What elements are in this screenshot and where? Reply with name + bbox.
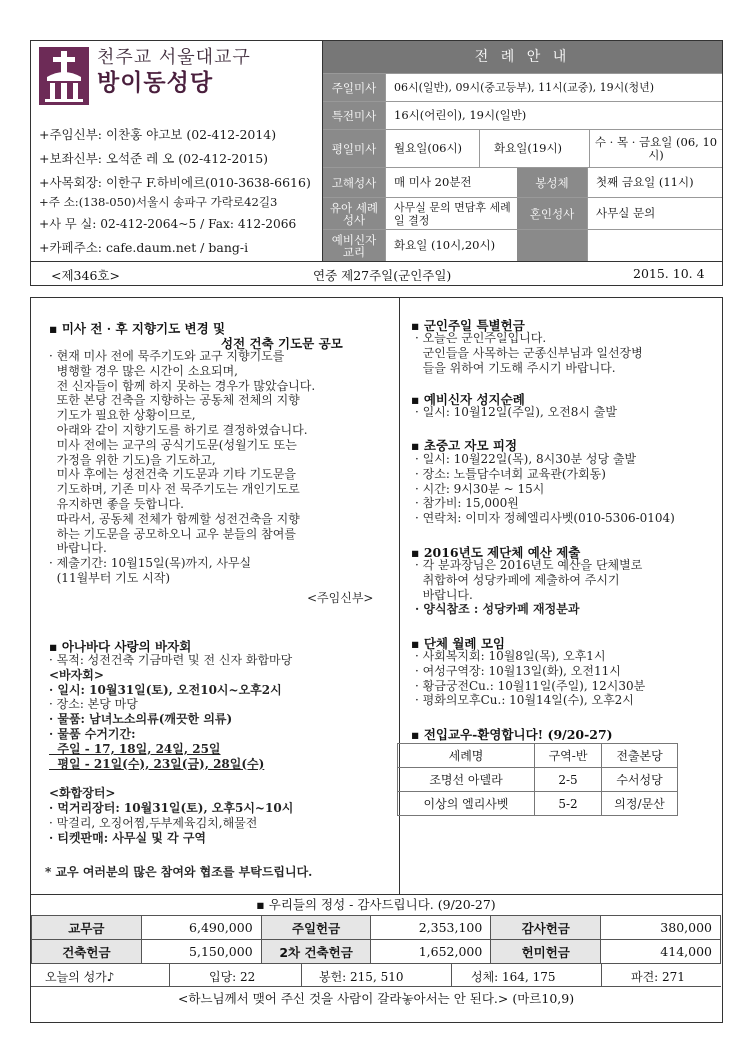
- text-line: 병행할 경우 많은 시간이 소요되며,: [49, 363, 238, 378]
- text-line: 바랍니다.: [49, 541, 107, 556]
- offering-label: 헌미헌금: [491, 940, 601, 964]
- text-line: 아래와 같이 지향기도를 하기로 결정하였습니다.: [49, 422, 308, 437]
- text-line: · 현재 미사 전에 묵주기도와 교구 지향기도를: [49, 349, 285, 363]
- offering-amount: 5,150,000: [141, 940, 261, 964]
- schedule-value: 월요일(06시): [385, 130, 479, 167]
- table-row: [32, 940, 721, 964]
- prayer-notice-title: ▪ 미사 전 · 후 지향기도 변경 및: [49, 321, 226, 336]
- text-line: 가정을 위한 기도)을 기도하고,: [49, 452, 216, 467]
- bulletin-header: [30, 40, 723, 262]
- prayer-notice-subtitle: 성전 건축 기도문 공모: [221, 336, 343, 351]
- text-line: · 제출기간: 10월15일(목)까지, 사무실: [49, 556, 252, 571]
- table-row: [398, 768, 678, 792]
- text-line: 미사 후에는 성전건축 기도문과 기타 기도문을: [49, 467, 296, 482]
- parish-name: 방이동성당: [97, 69, 214, 96]
- text-line: 군인들을 사목하는 군종신부님과 일선장병: [415, 345, 643, 360]
- text-line: · 일시: 10월31일(토), 오전10시~오후2시: [49, 682, 282, 697]
- schedule-label: 예비신자 교리: [323, 230, 385, 261]
- offering-title: ▪ 우리들의 정성 - 감사드립니다. (9/20-27): [256, 897, 496, 912]
- budget-body: [415, 558, 642, 617]
- table-row: [32, 916, 721, 940]
- text-line: · 여성구역장: 10월13일(화), 오전11시: [415, 663, 621, 678]
- text-line: · 목적: 성전건축 기금마련 및 전 신자 화합마당: [49, 653, 293, 667]
- text-line: <화합장터>: [49, 786, 116, 801]
- text-line: · 일시: 10월22일(목), 8시30분 성당 출발: [415, 452, 637, 466]
- text-line: 기도하며, 기존 미사 전 묵주기도는 개인기도로: [49, 482, 300, 497]
- newcomer-name: 조명선 아델라: [398, 768, 535, 792]
- text-line: · 사회복지회: 10월8일(목), 오후1시: [415, 649, 606, 663]
- text-line: · 오늘은 군인주일입니다.: [415, 331, 547, 345]
- schedule-row-catechumen: [323, 229, 722, 261]
- scripture-verse: <하느님께서 맺어 주신 것을 사람이 갈라놓아서는 안 된다.> (마르10,9): [177, 991, 575, 1006]
- issue-bar: [30, 262, 723, 286]
- schedule-value: 매 미사 20분전: [385, 168, 517, 197]
- meeting-title: ▪ 단체 월례 모임: [411, 636, 505, 651]
- contact-council: +사목회장: 이한구 F.하비에르(010-3638-6616): [39, 175, 311, 190]
- hymn-row: [31, 963, 721, 987]
- schedule-label: 주일미사: [323, 74, 385, 101]
- schedule-row-sunday: [323, 73, 722, 101]
- contact-cafe: +카페주소: cafe.daum.net / bang-i: [39, 240, 249, 255]
- offering-amount: 2,353,100: [371, 916, 491, 940]
- retreat-body: [415, 452, 675, 526]
- schedule-value: 화요일 (10시,20시): [385, 230, 517, 261]
- church-name: [97, 47, 251, 97]
- offering-label: 주일헌금: [261, 916, 371, 940]
- hymn-separator: [169, 963, 170, 987]
- text-line: · 참가비: 15,000원: [415, 496, 519, 511]
- schedule-value: 16시(어린이), 19시(일반): [385, 102, 722, 129]
- schedule-value: 첫째 금요일 (11시): [587, 168, 722, 197]
- newcomer-parish: 의정/문산: [602, 792, 678, 816]
- schedule-value: 화요일(19시): [479, 130, 589, 167]
- newcomer-name: 이상의 엘리사벳: [398, 792, 535, 816]
- text-line: 따라서, 공동체 전체가 함께할 성전건축을 지향: [49, 511, 300, 526]
- column-header: 구역-반: [535, 744, 602, 768]
- text-line: · 먹거리장터: 10월31일(토), 오후5시~10시: [49, 800, 294, 815]
- hymn-separator: [301, 963, 302, 987]
- liturgy-schedule: [323, 41, 722, 261]
- text-line: · 장소: 본당 마당: [49, 697, 138, 712]
- prayer-notice-signature: <주임신부>: [307, 591, 374, 605]
- text-line: · 평화의모후Cu.: 10월14일(수), 오후2시: [415, 693, 634, 708]
- text-line: 하는 기도문을 공모하오니 교우 분들의 참여를: [49, 526, 296, 541]
- newcomer-district: 2-5: [535, 768, 602, 792]
- diocese-name: 천주교 서울대교구: [97, 47, 251, 68]
- schedule-label: 봉성체: [517, 168, 587, 197]
- newcomer-table: [397, 743, 678, 816]
- text-line: 기도가 필요한 상황이므로,: [49, 408, 196, 423]
- text-line: · 막걸리, 오징어찜,두부제육김치,해물전: [49, 815, 258, 830]
- parish-logo: [39, 47, 89, 105]
- schedule-label: 평일미사: [323, 130, 385, 167]
- budget-title: ▪ 2016년도 제단체 예산 제출: [411, 545, 581, 560]
- schedule-row-baptism: [323, 197, 722, 229]
- newcomer-district: 5-2: [535, 792, 602, 816]
- text-line: (11월부터 기도 시작): [49, 570, 171, 585]
- text-line: 또한 본당 건축을 지향하는 공동체 전체의 지향: [49, 393, 300, 408]
- bazaar-body: [49, 653, 293, 845]
- offering-amount: 380,000: [601, 916, 721, 940]
- text-line: 들을 위하여 기도해 주시기 바랍니다.: [415, 360, 616, 375]
- hymn-label: 오늘의 성가♪: [45, 970, 115, 984]
- issue-date: 2015. 10. 4: [633, 266, 705, 281]
- prayer-notice-body: [49, 349, 315, 586]
- hymn-recessional: 파견: 271: [631, 970, 685, 984]
- hymn-communion: 성체: 164, 175: [471, 970, 556, 984]
- schedule-row-confession: [323, 167, 722, 197]
- text-line: 평일 - 21일(수), 23일(금), 28일(수): [49, 756, 265, 771]
- schedule-value: 수 · 목 · 금요일 (06, 10시): [589, 130, 722, 167]
- military-sunday-body: [415, 331, 643, 375]
- text-line: · 황금궁전Cu.: 10월11일(주일), 12시30분: [415, 678, 646, 693]
- text-line: 미사 전에는 교구의 공식기도문(성월기도 또는: [49, 437, 297, 452]
- text-line: · 물품 수거기간:: [49, 726, 136, 741]
- schedule-empty-label: [517, 230, 587, 261]
- hymn-separator: [601, 963, 602, 987]
- column-header: 전출본당: [602, 744, 678, 768]
- contact-assistant: +보좌신부: 오석준 레 오 (02-412-2015): [39, 151, 269, 166]
- liturgical-sunday: 연중 제27주일(군인주일): [313, 268, 452, 283]
- contact-pastor: +주임신부: 이찬홍 야고보 (02-412-2014): [39, 127, 277, 142]
- text-line: <바자회>: [49, 667, 104, 682]
- pilgrimage-title: ▪ 예비신자 성지순례: [411, 392, 525, 407]
- text-line: 전 신자들이 함께 하지 못하는 경우가 많았습니다.: [49, 378, 316, 393]
- schedule-row-eve: [323, 101, 722, 129]
- text-line: · 일시: 10월12일(주일), 오전8시 출발: [415, 405, 617, 419]
- offering-label: 2차 건축헌금: [261, 940, 371, 964]
- pilgrimage-body: [415, 405, 617, 420]
- offering-amount: 6,490,000: [141, 916, 261, 940]
- contact-office: +사 무 실: 02-412-2064~5 / Fax: 412-2066: [39, 217, 297, 231]
- hymn-separator: [451, 963, 452, 987]
- hymn-offertory: 봉헌: 215, 510: [319, 970, 404, 984]
- text-line: · 티켓판매: 사무실 및 각 구역: [49, 830, 207, 845]
- offering-label: 건축헌금: [32, 940, 142, 964]
- offering-label: 교무금: [32, 916, 142, 940]
- schedule-label: 특전미사: [323, 102, 385, 129]
- text-line: · 장소: 노틀담수녀회 교육관(가회동): [415, 466, 606, 481]
- military-sunday-title: ▪ 군인주일 특별헌금: [411, 318, 525, 333]
- parish-info: [31, 41, 323, 261]
- schedule-value: 사무실 문의: [587, 198, 722, 229]
- hymn-entrance: 입당: 22: [209, 970, 256, 984]
- text-line: · 각 분과장님은 2016년도 예산을 단체별로: [415, 558, 643, 572]
- offering-table: [31, 915, 721, 964]
- schedule-value: 사무실 문의 면담후 세례일 결정: [385, 198, 517, 229]
- schedule-label: 고해성사: [323, 168, 385, 197]
- bazaar-note: * 교우 여러분의 많은 참여와 협조를 부탁드립니다.: [45, 865, 313, 879]
- offering-label: 감사헌금: [491, 916, 601, 940]
- schedule-value: 06시(일반), 09시(중고등부), 11시(교중), 19시(청년): [385, 74, 722, 101]
- offering-amount: 1,652,000: [371, 940, 491, 964]
- column-header: 세례명: [398, 744, 535, 768]
- schedule-label: 유아 세례성사: [323, 198, 385, 229]
- contact-address: +주 소:(138-050)서울시 송파구 가락로42길3: [39, 195, 278, 209]
- text-line: · 연락처: 이미자 정혜엘리사벳(010-5306-0104): [415, 511, 675, 526]
- retreat-title: ▪ 초중고 자모 피정: [411, 438, 518, 453]
- text-line: [49, 771, 293, 786]
- table-row: [398, 792, 678, 816]
- schedule-empty-value: [587, 230, 722, 261]
- offering-section: [30, 895, 723, 1023]
- issue-number: <제346호>: [51, 268, 120, 283]
- bazaar-title: ▪ 아나바다 사랑의 바자회: [49, 639, 192, 654]
- schedule-label: 혼인성사: [517, 198, 587, 229]
- schedule-row-weekday: [323, 129, 722, 167]
- newcomer-parish: 수서성당: [602, 768, 678, 792]
- newcomer-table-header: [398, 744, 678, 768]
- offering-amount: 414,000: [601, 940, 721, 964]
- text-line: · 시간: 9시30분 ~ 15시: [415, 481, 545, 496]
- text-line: 유지하면 좋을 듯합니다.: [49, 496, 184, 511]
- text-line: 바랍니다.: [415, 587, 473, 602]
- text-line: · 양식참조 : 성당카페 재정분과: [415, 602, 580, 617]
- text-line: 주일 - 17, 18일, 24일, 25일: [49, 741, 221, 756]
- text-line: 취합하여 성당카페에 제출하여 주시기: [415, 572, 620, 587]
- newcomer-title: ▪ 전입교우-환영합니다! (9/20-27): [411, 727, 613, 742]
- meeting-body: [415, 649, 645, 708]
- schedule-title: 전 례 안 내: [323, 41, 722, 73]
- text-line: · 물품: 남녀노소의류(깨끗한 의류): [49, 712, 233, 727]
